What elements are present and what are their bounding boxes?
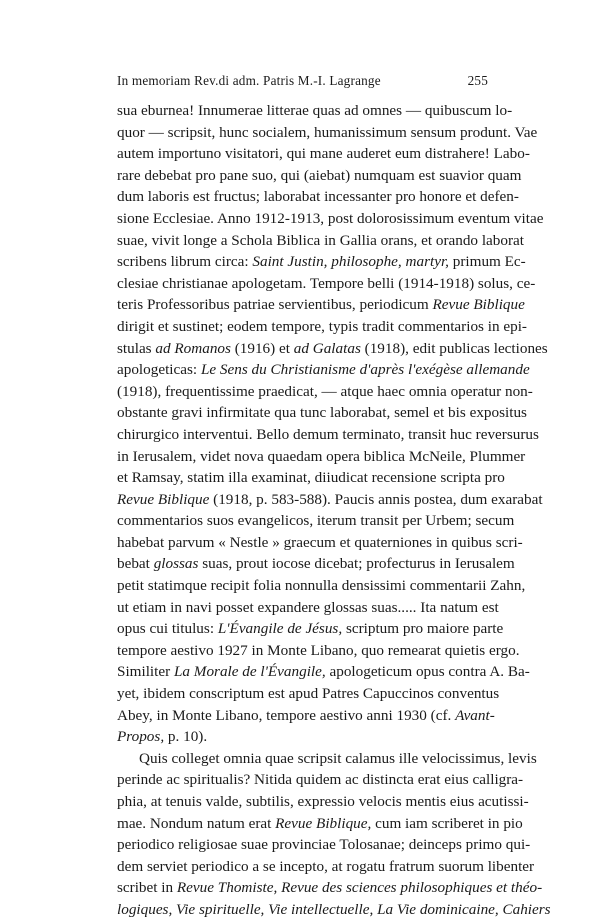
italic-title: Revue Biblique, (275, 814, 372, 832)
text-line: habebat parvum « Nestle » graecum et quaterniones in quibus scri- (117, 533, 523, 551)
text-line: scribet in Revue Thomiste, Revue des sciences philosophiques et théo- (117, 879, 543, 897)
text-line: chirurgico interventui. Bello demum terminato, transit huc reversurus (117, 425, 539, 443)
text-line: clesiae christianae apologetam. Tempore belli (1914-1918) solus, ce- (117, 274, 536, 292)
italic-title: La Morale de l'Évangile, (173, 663, 326, 681)
text-line: stulas ad Romanos (1916) et ad Galatas (1918), edit publicas lectiones (117, 339, 548, 357)
text-line: tempore aestivo 1927 in Monte Libano, quo remearat quietis ergo. (117, 641, 520, 659)
text-line: commentarios suos evangelicos, iterum transit per Urbem; secum (117, 512, 515, 530)
italic-title: L'Évangile de Jésus, (217, 620, 343, 638)
text-line: quor — scripsit, hunc socialem, humanissimum sensum produnt. Vae (117, 123, 538, 141)
text-line: Revue Biblique (1918, p. 583-588). Paucis annis postea, dum exarabat (117, 490, 543, 508)
text-line: dirigit et sustinet; eodem tempore, typis tradit commentarios in epi- (117, 317, 527, 335)
italic-title: Propos, (117, 728, 165, 746)
text-line: petit statimque recipit folia nonnulla densissimi commentarii Zahn, (117, 577, 526, 595)
text-line: perinde ac spiritualis? Nitida quidem ac distincta erat eius calligra- (117, 771, 524, 789)
italic-title: Avant- (455, 706, 495, 724)
text-line: suae, vivit longe a Schola Biblica in Gallia orans, et orando laborat (117, 231, 524, 249)
running-title: In memoriam Rev.di adm. Patris M.-I. Lagrange (117, 73, 381, 88)
text-line: bebat glossas suas, prout iocose dicebat; profecturus in Ierusalem (117, 555, 515, 573)
text-line: periodico religiosae suae provinciae Tolosanae; deinceps primo qui- (117, 836, 531, 854)
text-line: sua eburnea! Innumerae litterae quas ad omnes — quibuscum lo- (117, 102, 513, 119)
text-line: dum laboris est fructus; laborabat incessanter pro honore et defen- (117, 188, 519, 206)
italic-title: glossas (153, 555, 199, 573)
italic-title: Revue Thomiste, Revue des sciences philosophiques et théo- (176, 879, 543, 897)
italic-title: logiques, Vie spirituelle, Vie intellectuelle, La Vie dominicaine, Cahiers (117, 900, 551, 918)
running-head (117, 73, 488, 93)
text-line: yet, ibidem conscriptum est apud Patres Capuccinos conventus (117, 685, 500, 703)
text-line: autem importuno visitatori, qui mane auderet eum distrahere! Labo- (117, 145, 530, 163)
page-number: 255 (467, 73, 488, 88)
text-line: dem serviet periodico a se incepto, at rogatu fratrum suorum libenter (117, 857, 535, 875)
text-line: et Ramsay, statim illa examinat, diiudicat recensione scripta pro (117, 469, 505, 487)
text-line: in Ierusalem, videt nova quaedam opera biblica McNeile, Plummer (117, 447, 526, 465)
italic-title: Revue Biblique (432, 296, 525, 314)
text-line: rare debebat pro pane suo, qui (aiebat) numquam est suavior quam (117, 166, 522, 184)
text-line (117, 899, 551, 921)
text-line: obstante gravi infirmitate qua tunc laborabat, semel et bis expositus (117, 404, 527, 422)
italic-title: ad Galatas (293, 339, 361, 357)
text-line: opus cui titulus: L'Évangile de Jésus, scriptum pro maiore parte (117, 620, 504, 638)
italic-title: Le Sens du Christianisme d'après l'exégèse allemande (200, 361, 530, 379)
text-line: sione Ecclesiae. Anno 1912-1913, post dolorosissimum eventum vitae (117, 209, 544, 227)
text-line: Propos, p. 10). (117, 728, 208, 746)
italic-title: Saint Justin, philosophe, martyr, (252, 253, 449, 271)
text-line: Similiter La Morale de l'Évangile, apologeticum opus contra A. Ba- (117, 663, 530, 681)
text-line: (1918), frequentissime praedicat, — atque haec omnia operatur non- (117, 382, 533, 400)
italic-title: Revue Biblique (117, 490, 210, 508)
italic-title: ad Romanos (155, 339, 231, 357)
text-line: ut etiam in navi posset expandere glossas suas..... Ita natum est (117, 598, 499, 616)
text-line: apologeticas: Le Sens du Christianisme d'après l'exégèse allemande (117, 361, 530, 379)
text-line: teris Professoribus patriae servientibus, periodicum Revue Biblique (117, 296, 525, 314)
body-text (117, 100, 551, 921)
text-line: scribens librum circa: Saint Justin, philosophe, martyr, primum Ec- (117, 253, 526, 271)
text-line: phia, at tenuis valde, subtilis, expressio velocis mentis eius acutissi- (117, 793, 529, 810)
text-line: Quis colleget omnia quae scripsit calamus ille velocissimus, levis (139, 749, 537, 767)
text-line: mae. Nondum natum erat Revue Biblique, cum iam scriberet in pio (117, 814, 523, 832)
text-line: Abey, in Monte Libano, tempore aestivo anni 1930 (cf. Avant- (117, 706, 495, 724)
